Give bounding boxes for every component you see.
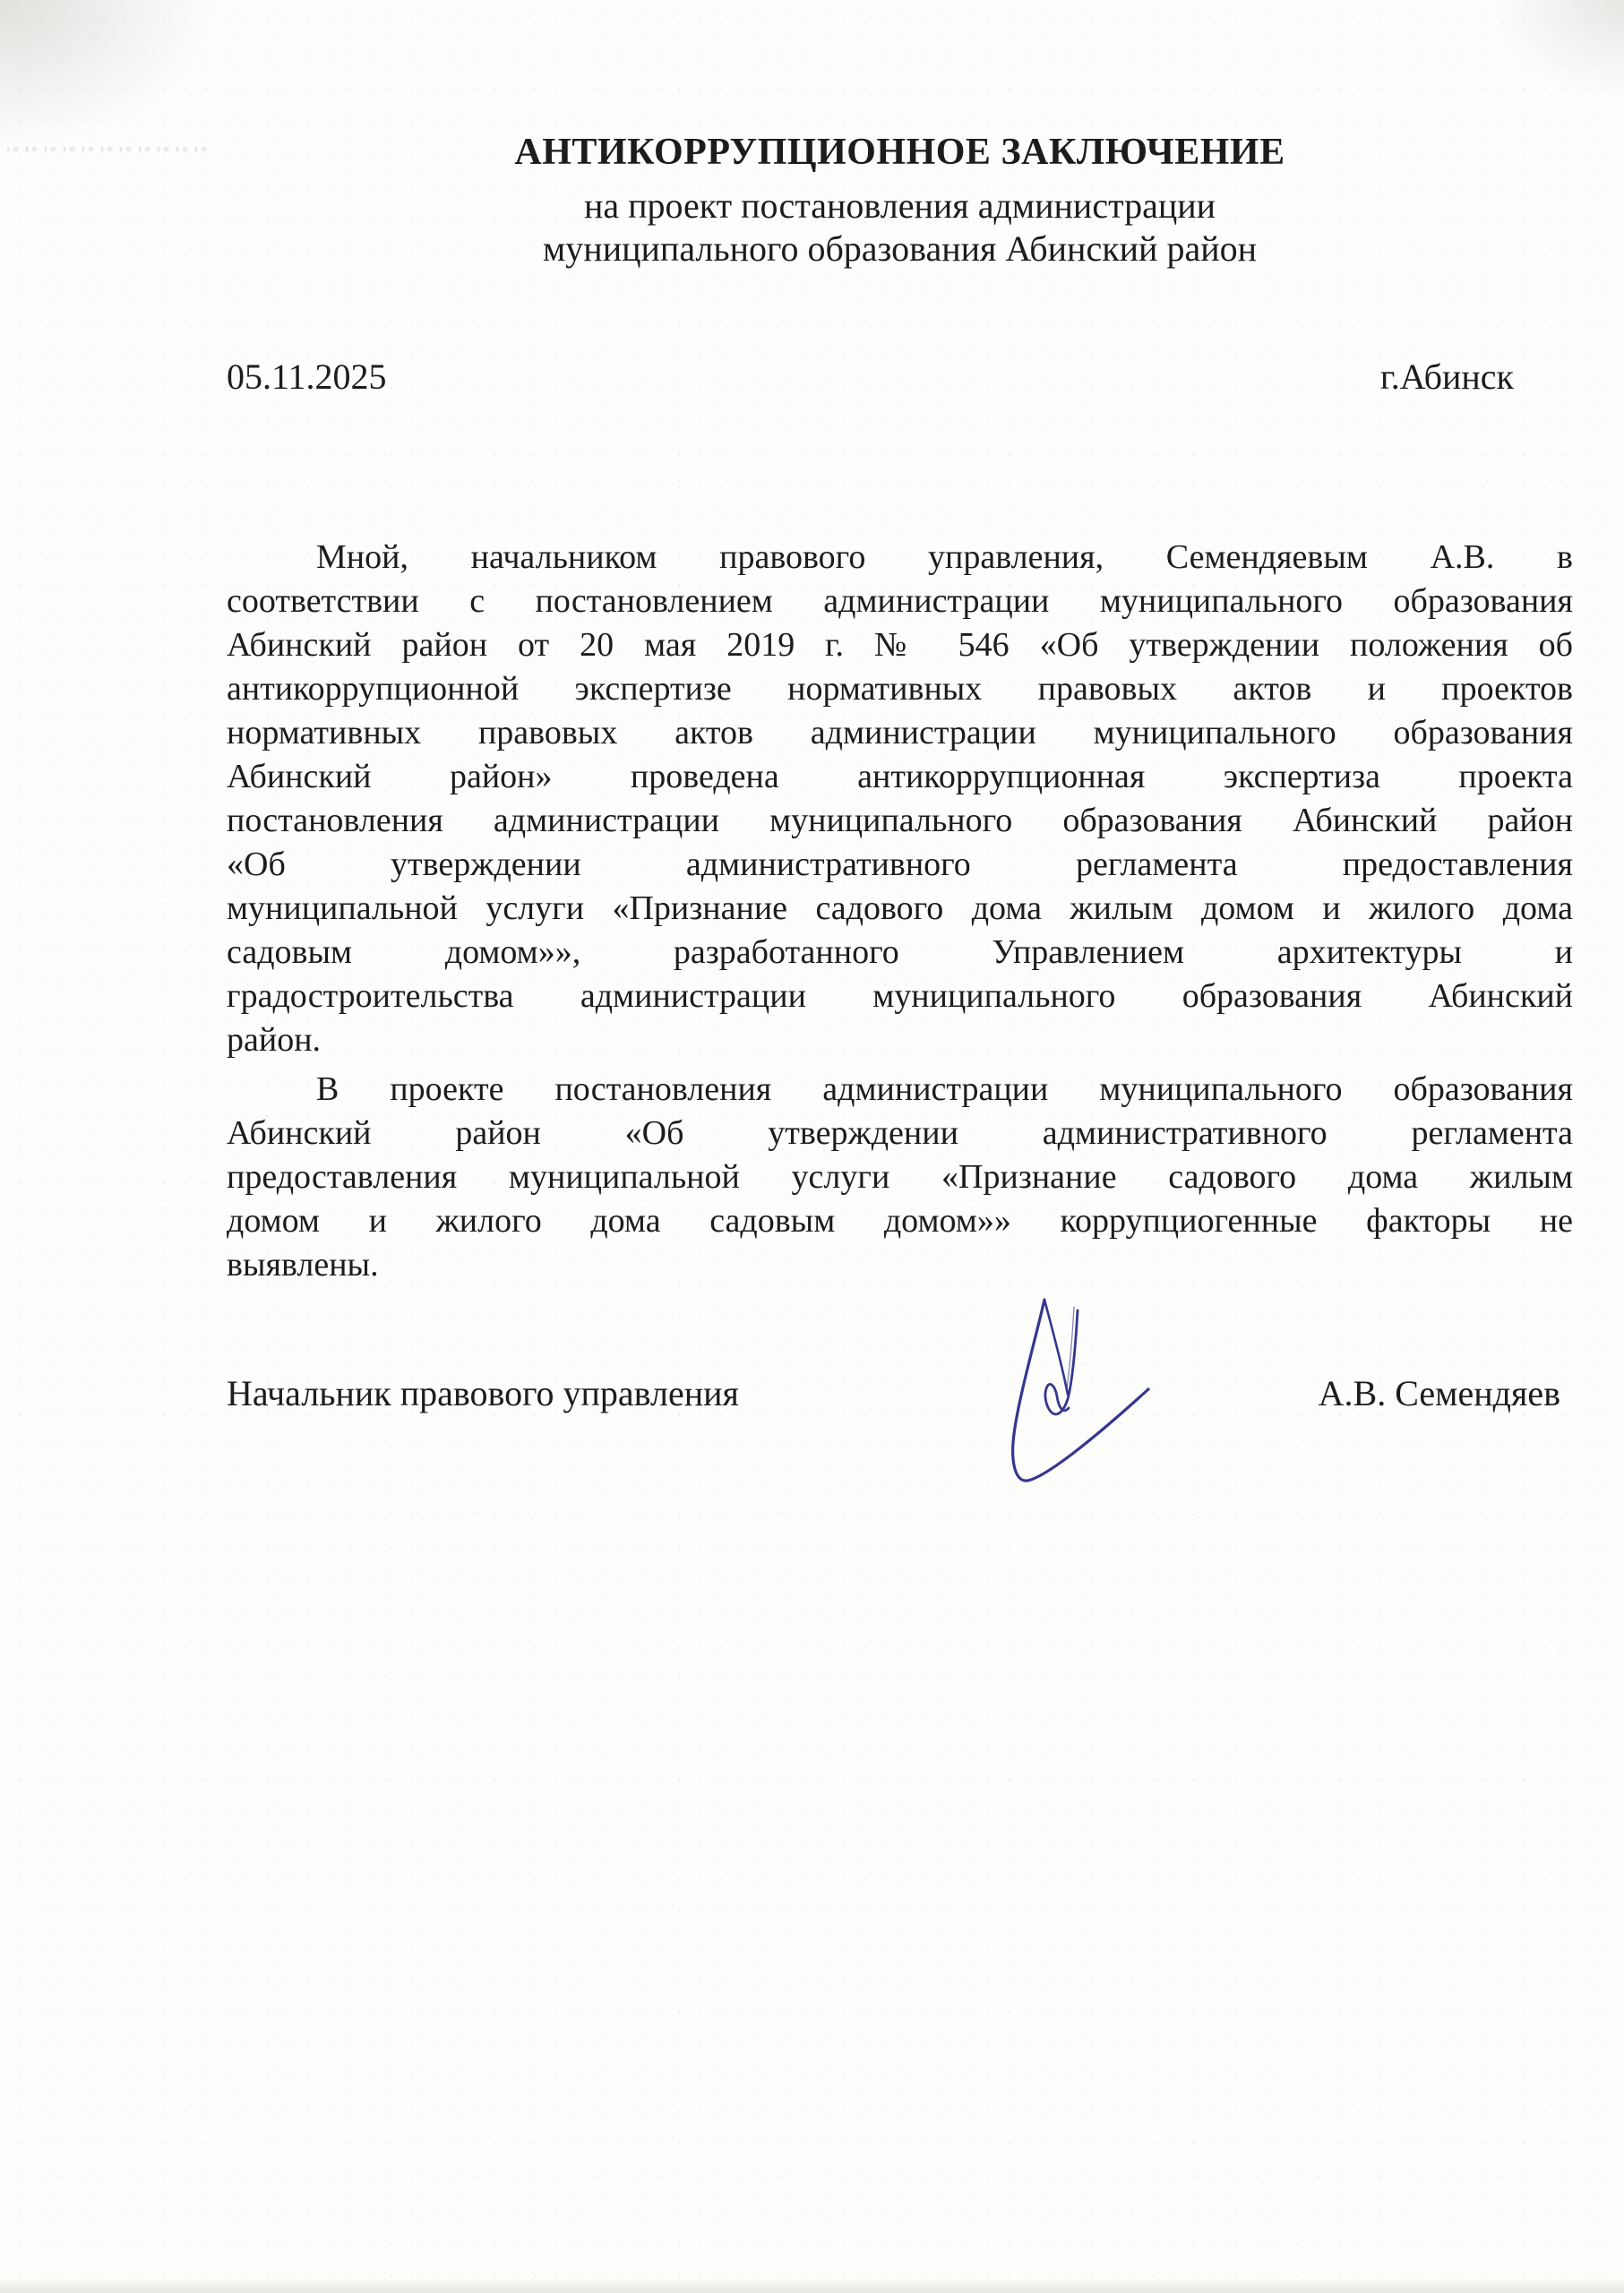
body-paragraph-1 bbox=[227, 536, 1573, 1062]
body-paragraph-2 bbox=[227, 1068, 1573, 1287]
text-line: градостроительства администрации муниципального образования Абинский bbox=[227, 977, 1573, 1015]
text-line: садовым домом»», разработанного Управлением архитектуры и bbox=[227, 933, 1573, 971]
text-line: район. bbox=[227, 1021, 322, 1059]
text-line: домом и жилого дома садовым домом»» коррупциогенные факторы не bbox=[227, 1202, 1573, 1240]
date-place-row bbox=[227, 355, 1573, 399]
text-line: «Об утверждении административного регламента предоставления bbox=[227, 846, 1573, 883]
scan-corner-shadow-left bbox=[0, 0, 233, 161]
page-title: АНТИКОРРУПЦИОННОЕ ЗАКЛЮЧЕНИЕ bbox=[514, 132, 1285, 173]
text-line: Мной, начальником правового управления, Семендяевым А.В. в bbox=[316, 538, 1573, 576]
text-line: В проекте постановления администрации муниципального образования bbox=[316, 1070, 1573, 1108]
subtitle-line-2: муниципального образования Абинский район bbox=[542, 228, 1258, 269]
text-line: муниципальной услуги «Признание садового дома жилым домом и жилого дома bbox=[227, 889, 1573, 927]
subtitle-line-1: на проект постановления администрации bbox=[583, 185, 1216, 226]
signer-name: А.В. Семендяев bbox=[1318, 1373, 1560, 1413]
text-line: Абинский район «Об утверждении административного регламента bbox=[227, 1114, 1573, 1152]
text-line: антикоррупционной экспертизе нормативных правовых актов и проектов bbox=[227, 670, 1573, 708]
scan-smudge-artifact bbox=[7, 147, 211, 151]
text-line: Абинский район» проведена антикоррупционная экспертиза проекта bbox=[227, 758, 1573, 795]
text-line: постановления администрации муниципального образования Абинский район bbox=[227, 802, 1573, 839]
page-subtitle bbox=[227, 185, 1573, 271]
scan-bottom-edge bbox=[0, 2280, 1624, 2293]
text-line: выявлены. bbox=[227, 1246, 379, 1284]
text-line: Абинский район от 20 мая 2019 г. № 546 «Об утверждении положения об bbox=[227, 626, 1573, 664]
handwritten-signature-icon bbox=[981, 1279, 1169, 1505]
document-place: г.Абинск bbox=[1379, 356, 1514, 397]
scan-corner-shadow-right bbox=[1481, 0, 1624, 107]
signature-row bbox=[227, 1371, 1573, 1415]
text-line: нормативных правовых актов администрации муниципального образования bbox=[227, 714, 1573, 751]
text-line: предоставления муниципальной услуги «Признание садового дома жилым bbox=[227, 1158, 1573, 1196]
document-date: 05.11.2025 bbox=[227, 356, 387, 397]
signatory-position-title: Начальник правового управления bbox=[227, 1373, 739, 1413]
text-line: соответствии с постановлением администрации муниципального образования bbox=[227, 582, 1573, 620]
